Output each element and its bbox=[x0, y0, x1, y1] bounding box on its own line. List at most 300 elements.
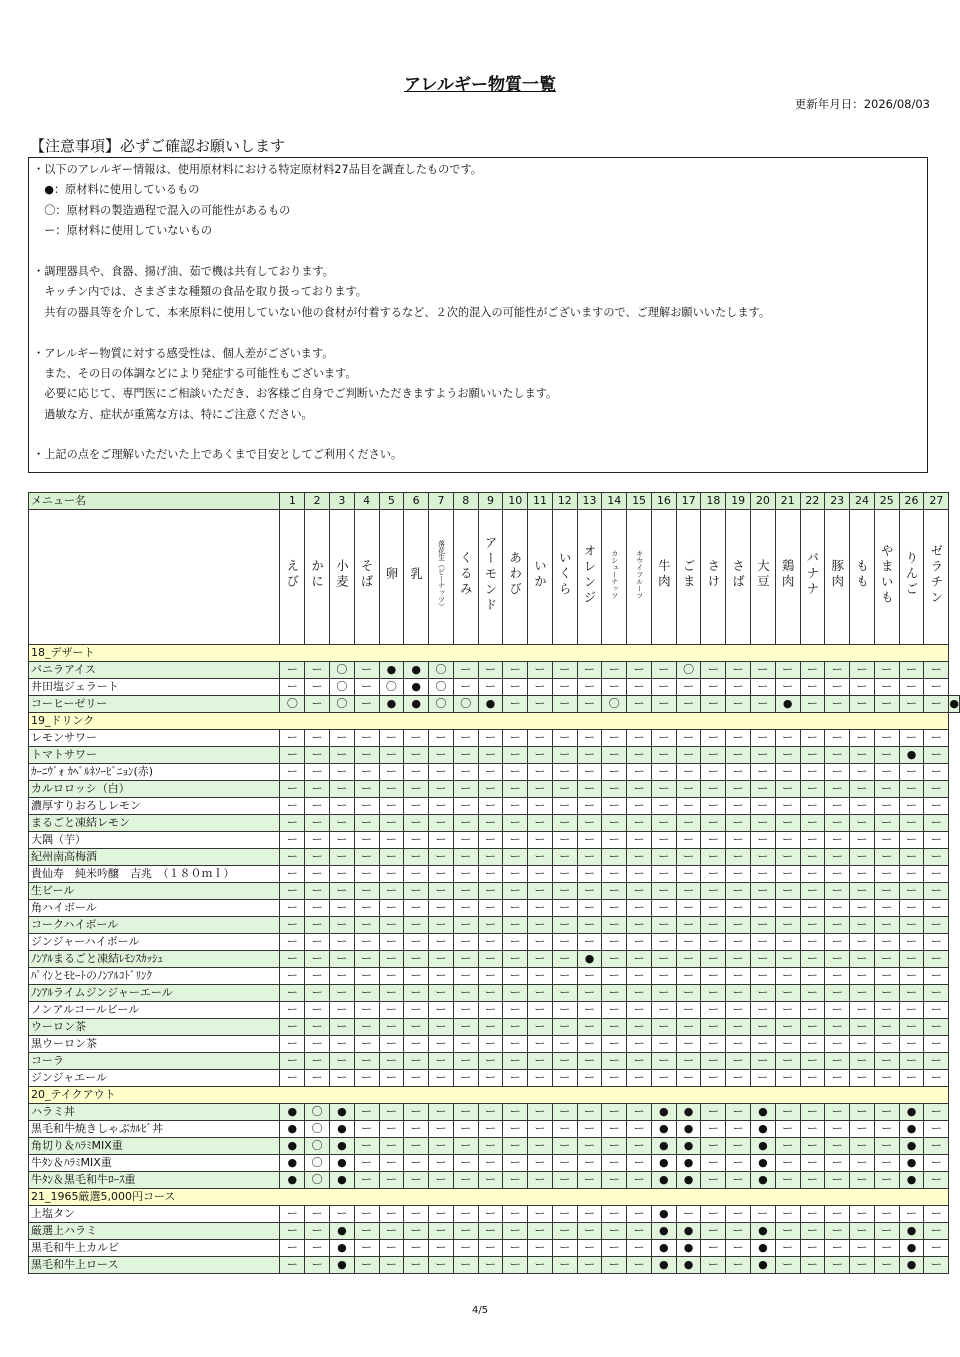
allergen-mark: ー bbox=[577, 815, 602, 832]
menu-row bbox=[29, 1019, 960, 1036]
menu-name: 上塩タン bbox=[29, 1206, 280, 1223]
allergen-mark: ー bbox=[354, 1223, 379, 1240]
menu-name: ｶｰﾆｳﾞｫ ｶﾍﾞﾙﾈｿｰﾋﾞﾆｮﾝ(赤) bbox=[29, 764, 280, 781]
allergen-mark: ー bbox=[676, 1002, 701, 1019]
allergen-mark: ー bbox=[330, 730, 355, 747]
allergen-mark: ● bbox=[404, 679, 429, 696]
allergen-mark: ー bbox=[899, 1036, 924, 1053]
menu-name: カルロロッシ（白） bbox=[29, 781, 280, 798]
allergen-mark: ー bbox=[800, 917, 825, 934]
allergen-mark: ー bbox=[701, 1104, 726, 1121]
allergen-mark: ー bbox=[701, 849, 726, 866]
allergen-mark: ー bbox=[825, 1070, 850, 1087]
menu-name: 濃厚すりおろしレモン bbox=[29, 798, 280, 815]
allergen-mark: ー bbox=[751, 917, 776, 934]
allergen-mark: ー bbox=[627, 781, 652, 798]
menu-name: ハラミ丼 bbox=[29, 1104, 280, 1121]
allergen-mark: ー bbox=[726, 798, 751, 815]
allergen-mark: ー bbox=[726, 1053, 751, 1070]
allergen-mark: ー bbox=[825, 1036, 850, 1053]
allergen-mark: ー bbox=[379, 1036, 404, 1053]
allergen-mark: ー bbox=[404, 1155, 429, 1172]
allergen-number: 1 bbox=[280, 493, 305, 510]
allergen-mark: ● bbox=[899, 1257, 924, 1274]
allergen-number: 16 bbox=[651, 493, 676, 510]
allergen-mark: ー bbox=[701, 1036, 726, 1053]
allergen-number: 23 bbox=[825, 493, 850, 510]
allergen-name-cell bbox=[478, 510, 503, 645]
allergen-mark: ー bbox=[503, 832, 528, 849]
allergen-mark: ー bbox=[751, 1053, 776, 1070]
allergen-mark: ー bbox=[503, 1240, 528, 1257]
allergen-mark: ー bbox=[478, 883, 503, 900]
menu-name: 黒ウーロン茶 bbox=[29, 1036, 280, 1053]
allergen-mark: ー bbox=[602, 1206, 627, 1223]
allergen-mark: ー bbox=[280, 849, 305, 866]
allergen-mark: ー bbox=[577, 764, 602, 781]
allergen-mark: ー bbox=[354, 951, 379, 968]
allergen-mark: ● bbox=[330, 1155, 355, 1172]
allergen-mark: ー bbox=[478, 662, 503, 679]
allergen-mark: ー bbox=[577, 1036, 602, 1053]
allergen-name: いか bbox=[532, 559, 548, 590]
allergen-mark: ー bbox=[552, 815, 577, 832]
note-line bbox=[33, 425, 927, 445]
allergen-mark: ー bbox=[775, 866, 800, 883]
allergen-mark: ー bbox=[874, 1155, 899, 1172]
menu-row bbox=[29, 798, 960, 815]
allergen-mark: ー bbox=[751, 866, 776, 883]
allergen-mark: ー bbox=[825, 985, 850, 1002]
allergen-mark: ● bbox=[330, 1223, 355, 1240]
allergen-mark: ー bbox=[453, 1104, 478, 1121]
allergen-mark: ● bbox=[651, 1155, 676, 1172]
menu-row bbox=[29, 662, 960, 679]
allergen-mark: ● bbox=[899, 1138, 924, 1155]
allergen-mark: ー bbox=[404, 1121, 429, 1138]
allergen-name: 乳 bbox=[408, 566, 424, 583]
allergen-mark: ー bbox=[751, 798, 776, 815]
note-line: ・以下のアレルギー情報は、使用原材料における特定原材料27品目を調査したものです。 bbox=[33, 163, 482, 176]
allergen-mark: ● bbox=[899, 1121, 924, 1138]
allergen-mark: ー bbox=[651, 679, 676, 696]
allergen-mark: ー bbox=[404, 1257, 429, 1274]
allergen-mark: ● bbox=[379, 696, 404, 713]
allergen-mark: ー bbox=[528, 662, 553, 679]
allergen-mark: ー bbox=[850, 1002, 875, 1019]
allergen-mark: ー bbox=[404, 1036, 429, 1053]
allergen-name-cell bbox=[899, 510, 924, 645]
allergen-mark: ー bbox=[924, 1036, 949, 1053]
allergen-mark: ー bbox=[874, 1121, 899, 1138]
allergen-mark: ー bbox=[305, 764, 330, 781]
allergen-mark: ー bbox=[354, 917, 379, 934]
allergen-mark: ー bbox=[874, 730, 899, 747]
allergen-mark: ー bbox=[379, 832, 404, 849]
allergen-mark: ー bbox=[924, 764, 949, 781]
menu-name: コークハイボール bbox=[29, 917, 280, 934]
allergen-mark: ー bbox=[924, 1240, 949, 1257]
note-line: 必要に応じて、専門医にご相談いただき、お客様ご自身でご判断いただきますようお願いいたします。 bbox=[33, 387, 558, 401]
allergen-mark: ー bbox=[503, 815, 528, 832]
allergen-mark: ー bbox=[627, 900, 652, 917]
allergen-mark: ー bbox=[651, 764, 676, 781]
allergen-mark: ー bbox=[404, 1240, 429, 1257]
allergen-mark: ー bbox=[379, 917, 404, 934]
allergen-mark: ー bbox=[453, 866, 478, 883]
allergen-mark: ー bbox=[453, 1172, 478, 1189]
allergen-mark: ー bbox=[899, 815, 924, 832]
category-row bbox=[29, 1087, 960, 1104]
allergen-name: 卵 bbox=[383, 566, 399, 583]
allergen-mark: ー bbox=[552, 1104, 577, 1121]
allergen-name-cell bbox=[701, 510, 726, 645]
allergen-mark: ー bbox=[478, 1002, 503, 1019]
menu-row bbox=[29, 1257, 960, 1274]
menu-name: 牛ﾀﾝ＆ﾊﾗﾐMIX重 bbox=[29, 1155, 280, 1172]
allergen-mark: ー bbox=[726, 1257, 751, 1274]
allergen-mark: ー bbox=[478, 1036, 503, 1053]
allergen-mark: ー bbox=[552, 1053, 577, 1070]
menu-row bbox=[29, 1053, 960, 1070]
allergen-mark: ー bbox=[379, 951, 404, 968]
allergen-mark: ー bbox=[429, 730, 454, 747]
allergen-mark: ー bbox=[577, 1206, 602, 1223]
allergen-mark: ー bbox=[453, 662, 478, 679]
allergen-mark: ー bbox=[453, 1155, 478, 1172]
allergen-name: キウイフルーツ bbox=[635, 550, 644, 599]
allergen-name: ゼラチン bbox=[928, 543, 944, 606]
allergen-mark: ー bbox=[552, 1240, 577, 1257]
allergen-mark: ー bbox=[651, 968, 676, 985]
allergen-mark: ● bbox=[676, 1240, 701, 1257]
allergen-mark: ● bbox=[676, 1121, 701, 1138]
allergen-mark: ー bbox=[825, 1172, 850, 1189]
allergen-mark: ー bbox=[825, 849, 850, 866]
allergen-mark: ー bbox=[354, 781, 379, 798]
allergen-mark: ー bbox=[577, 679, 602, 696]
allergen-mark: ー bbox=[627, 985, 652, 1002]
allergen-mark: ー bbox=[503, 1053, 528, 1070]
allergen-mark: ● bbox=[280, 1121, 305, 1138]
allergen-mark: ー bbox=[676, 917, 701, 934]
allergen-mark: ー bbox=[429, 1019, 454, 1036]
allergen-mark: ● bbox=[651, 1138, 676, 1155]
allergen-mark: ● bbox=[899, 1155, 924, 1172]
allergen-mark: ー bbox=[825, 1257, 850, 1274]
allergen-name-cell bbox=[874, 510, 899, 645]
allergen-mark: ー bbox=[800, 849, 825, 866]
allergen-mark: ー bbox=[280, 832, 305, 849]
category-row bbox=[29, 713, 960, 730]
allergen-mark: ー bbox=[330, 934, 355, 951]
allergen-mark: ー bbox=[404, 866, 429, 883]
allergen-mark: ● bbox=[404, 662, 429, 679]
allergen-mark: ー bbox=[404, 849, 429, 866]
note-line: キッチン内では、さまざまな種類の食品を取り扱っております。 bbox=[33, 285, 367, 299]
allergen-mark: ー bbox=[478, 764, 503, 781]
allergen-mark: ー bbox=[627, 1053, 652, 1070]
allergen-mark: ー bbox=[701, 696, 726, 713]
allergen-mark: ー bbox=[478, 1019, 503, 1036]
allergen-mark: 〇 bbox=[330, 679, 355, 696]
header-blank-cell bbox=[29, 510, 280, 645]
allergen-mark: ー bbox=[453, 968, 478, 985]
allergen-mark: ー bbox=[577, 1002, 602, 1019]
allergen-mark: ー bbox=[478, 1138, 503, 1155]
allergen-number: 9 bbox=[478, 493, 503, 510]
allergen-mark: ー bbox=[800, 1155, 825, 1172]
allergen-mark: ー bbox=[726, 696, 751, 713]
allergen-mark: ー bbox=[330, 1002, 355, 1019]
allergen-mark: ー bbox=[751, 1019, 776, 1036]
allergen-mark: ー bbox=[874, 1138, 899, 1155]
allergen-mark: ー bbox=[577, 968, 602, 985]
allergen-mark: ー bbox=[825, 951, 850, 968]
allergen-mark: ー bbox=[379, 1104, 404, 1121]
allergen-name-cell bbox=[726, 510, 751, 645]
allergen-mark: ー bbox=[775, 764, 800, 781]
allergen-mark: 〇 bbox=[305, 1121, 330, 1138]
allergen-mark: ー bbox=[874, 1002, 899, 1019]
allergen-mark: ー bbox=[503, 934, 528, 951]
allergen-mark: ー bbox=[503, 696, 528, 713]
allergen-mark: ー bbox=[751, 934, 776, 951]
allergen-name: ごま bbox=[681, 559, 697, 590]
allergen-mark: ー bbox=[503, 1172, 528, 1189]
allergen-mark: ー bbox=[800, 696, 825, 713]
allergen-mark: ー bbox=[354, 730, 379, 747]
allergen-mark: ー bbox=[354, 1240, 379, 1257]
allergen-mark: 〇 bbox=[305, 1155, 330, 1172]
allergen-mark: ● bbox=[676, 1138, 701, 1155]
menu-row bbox=[29, 866, 960, 883]
allergen-mark: ー bbox=[280, 883, 305, 900]
allergen-mark: ー bbox=[478, 747, 503, 764]
allergen-mark: ー bbox=[528, 747, 553, 764]
allergen-mark: ー bbox=[627, 1257, 652, 1274]
allergen-mark: ー bbox=[354, 934, 379, 951]
allergen-mark: ー bbox=[676, 883, 701, 900]
allergen-mark: ー bbox=[280, 1257, 305, 1274]
allergen-mark: ● bbox=[676, 1155, 701, 1172]
allergen-mark: ー bbox=[429, 1223, 454, 1240]
allergen-mark: ● bbox=[751, 1240, 776, 1257]
allergen-mark: ー bbox=[305, 1002, 330, 1019]
allergen-mark: ー bbox=[874, 832, 899, 849]
allergen-mark: ー bbox=[379, 798, 404, 815]
allergen-mark: ー bbox=[552, 900, 577, 917]
allergen-mark: ー bbox=[379, 1138, 404, 1155]
allergen-mark: ー bbox=[701, 1019, 726, 1036]
allergen-name: 牛肉 bbox=[656, 559, 672, 590]
allergen-mark: ー bbox=[751, 696, 776, 713]
menu-row bbox=[29, 764, 960, 781]
allergen-mark: ー bbox=[924, 883, 949, 900]
allergen-mark: ー bbox=[874, 917, 899, 934]
allergen-mark: ー bbox=[305, 1070, 330, 1087]
allergen-mark: ー bbox=[379, 764, 404, 781]
allergen-mark: ー bbox=[899, 662, 924, 679]
allergen-mark: ー bbox=[305, 832, 330, 849]
allergen-mark: ー bbox=[726, 883, 751, 900]
allergen-mark: ー bbox=[330, 764, 355, 781]
allergen-mark: ー bbox=[726, 679, 751, 696]
allergen-mark: ー bbox=[825, 764, 850, 781]
allergen-mark: ー bbox=[552, 1257, 577, 1274]
allergen-mark: ー bbox=[701, 662, 726, 679]
allergen-mark: ー bbox=[800, 781, 825, 798]
allergen-mark: ー bbox=[503, 679, 528, 696]
allergen-mark: ー bbox=[404, 968, 429, 985]
allergen-mark: ー bbox=[899, 832, 924, 849]
allergen-name-cell bbox=[800, 510, 825, 645]
allergen-mark: ー bbox=[429, 985, 454, 1002]
allergen-mark: ー bbox=[850, 917, 875, 934]
allergen-mark: ー bbox=[552, 696, 577, 713]
allergen-mark: ● bbox=[899, 1240, 924, 1257]
category-label: 21_1965厳選5,000円コース bbox=[29, 1189, 949, 1206]
menu-name: コーヒーゼリー bbox=[29, 696, 280, 713]
allergen-mark: ー bbox=[899, 798, 924, 815]
allergen-name: バナナ bbox=[804, 551, 820, 598]
allergen-mark: ー bbox=[924, 1070, 949, 1087]
allergen-mark: ー bbox=[404, 764, 429, 781]
allergen-mark: ー bbox=[775, 1257, 800, 1274]
allergen-name-cell bbox=[602, 510, 627, 645]
allergen-mark: ー bbox=[825, 1104, 850, 1121]
allergen-mark: ー bbox=[899, 1002, 924, 1019]
allergen-mark: ー bbox=[503, 798, 528, 815]
allergen-mark: ー bbox=[701, 798, 726, 815]
allergen-mark: ー bbox=[751, 900, 776, 917]
allergen-mark: ー bbox=[478, 798, 503, 815]
allergen-mark: ー bbox=[726, 1155, 751, 1172]
allergen-mark: ー bbox=[528, 1121, 553, 1138]
allergen-mark: ー bbox=[429, 832, 454, 849]
allergen-mark: ー bbox=[874, 866, 899, 883]
allergen-mark: ー bbox=[651, 815, 676, 832]
allergen-mark: ● bbox=[651, 1104, 676, 1121]
allergen-mark: ー bbox=[874, 1104, 899, 1121]
allergen-mark: ● bbox=[651, 1223, 676, 1240]
allergen-name-cell bbox=[651, 510, 676, 645]
allergen-mark: ー bbox=[528, 951, 553, 968]
allergen-mark: ー bbox=[627, 1206, 652, 1223]
allergen-mark: ー bbox=[825, 798, 850, 815]
allergen-mark: ー bbox=[478, 968, 503, 985]
allergen-mark: ー bbox=[874, 662, 899, 679]
allergen-mark: ● bbox=[330, 1121, 355, 1138]
allergen-mark: ー bbox=[924, 985, 949, 1002]
allergen-mark: ● bbox=[775, 696, 800, 713]
allergen-mark: ー bbox=[528, 985, 553, 1002]
note-line: 〇：原材料の製造過程で混入の可能性があるもの bbox=[33, 203, 291, 217]
allergen-mark: ー bbox=[627, 747, 652, 764]
allergen-mark: ー bbox=[528, 781, 553, 798]
allergen-mark: ー bbox=[627, 1240, 652, 1257]
allergen-mark: ー bbox=[503, 866, 528, 883]
allergen-mark: ー bbox=[528, 815, 553, 832]
menu-row bbox=[29, 1036, 960, 1053]
allergen-mark: ー bbox=[577, 1240, 602, 1257]
allergen-mark: ー bbox=[701, 1070, 726, 1087]
allergen-mark: ● bbox=[330, 1138, 355, 1155]
menu-name: ﾊﾟｲﾝとﾓﾋｰﾄのﾉﾝｱﾙｺﾄﾞﾘﾝｸ bbox=[29, 968, 280, 985]
allergen-mark: ー bbox=[453, 1019, 478, 1036]
menu-row bbox=[29, 679, 960, 696]
allergen-mark: ー bbox=[726, 832, 751, 849]
allergen-mark: ー bbox=[775, 934, 800, 951]
allergen-mark: ー bbox=[503, 917, 528, 934]
allergen-mark: ー bbox=[627, 951, 652, 968]
category-label: 19_ドリンク bbox=[29, 713, 949, 730]
allergen-mark: ー bbox=[701, 1172, 726, 1189]
menu-row bbox=[29, 696, 960, 713]
allergen-mark: ー bbox=[676, 985, 701, 1002]
allergen-mark: ー bbox=[354, 764, 379, 781]
allergen-mark: ー bbox=[800, 951, 825, 968]
allergen-mark: ー bbox=[478, 985, 503, 1002]
allergen-mark: ー bbox=[602, 883, 627, 900]
allergen-mark: ● bbox=[280, 1155, 305, 1172]
allergen-mark: ー bbox=[800, 1240, 825, 1257]
allergen-mark: ー bbox=[453, 679, 478, 696]
header-number-row bbox=[29, 493, 960, 510]
allergen-name: かに bbox=[309, 559, 325, 590]
allergen-mark: ー bbox=[924, 832, 949, 849]
allergen-mark: 〇 bbox=[305, 1172, 330, 1189]
allergen-mark: ー bbox=[379, 815, 404, 832]
allergen-mark: ー bbox=[651, 781, 676, 798]
allergen-mark: ー bbox=[701, 866, 726, 883]
allergen-mark: ー bbox=[850, 900, 875, 917]
allergen-mark: ー bbox=[602, 900, 627, 917]
allergen-mark: ー bbox=[899, 934, 924, 951]
allergen-mark: ー bbox=[800, 1223, 825, 1240]
allergen-mark: ー bbox=[330, 1206, 355, 1223]
allergen-mark: ー bbox=[577, 1121, 602, 1138]
allergen-mark: ー bbox=[627, 883, 652, 900]
allergen-mark: ー bbox=[775, 900, 800, 917]
allergen-mark: ー bbox=[602, 662, 627, 679]
allergen-mark: ー bbox=[330, 1053, 355, 1070]
allergen-mark: ー bbox=[503, 883, 528, 900]
update-date: 更新年月日：2026/08/03 bbox=[794, 97, 930, 111]
allergen-name-cell bbox=[429, 510, 454, 645]
allergen-number: 20 bbox=[751, 493, 776, 510]
note-line: 過敏な方、症状が重篤な方は、特にご注意ください。 bbox=[33, 407, 313, 421]
allergen-mark: ー bbox=[379, 1223, 404, 1240]
allergen-mark: ー bbox=[726, 917, 751, 934]
allergen-mark: ー bbox=[404, 832, 429, 849]
allergen-mark: ー bbox=[577, 781, 602, 798]
allergen-mark: ー bbox=[874, 1036, 899, 1053]
allergen-mark: ● bbox=[404, 696, 429, 713]
allergen-mark: ー bbox=[676, 832, 701, 849]
allergen-number: 27 bbox=[924, 493, 949, 510]
allergen-mark: ー bbox=[478, 730, 503, 747]
allergen-mark: ー bbox=[825, 679, 850, 696]
allergen-mark: ー bbox=[800, 764, 825, 781]
allergen-mark: ー bbox=[676, 968, 701, 985]
allergen-mark: ● bbox=[330, 1240, 355, 1257]
allergen-mark: ー bbox=[404, 1002, 429, 1019]
allergen-mark: ー bbox=[899, 849, 924, 866]
menu-row bbox=[29, 747, 960, 764]
allergen-mark: ー bbox=[676, 934, 701, 951]
allergen-mark: ー bbox=[676, 781, 701, 798]
